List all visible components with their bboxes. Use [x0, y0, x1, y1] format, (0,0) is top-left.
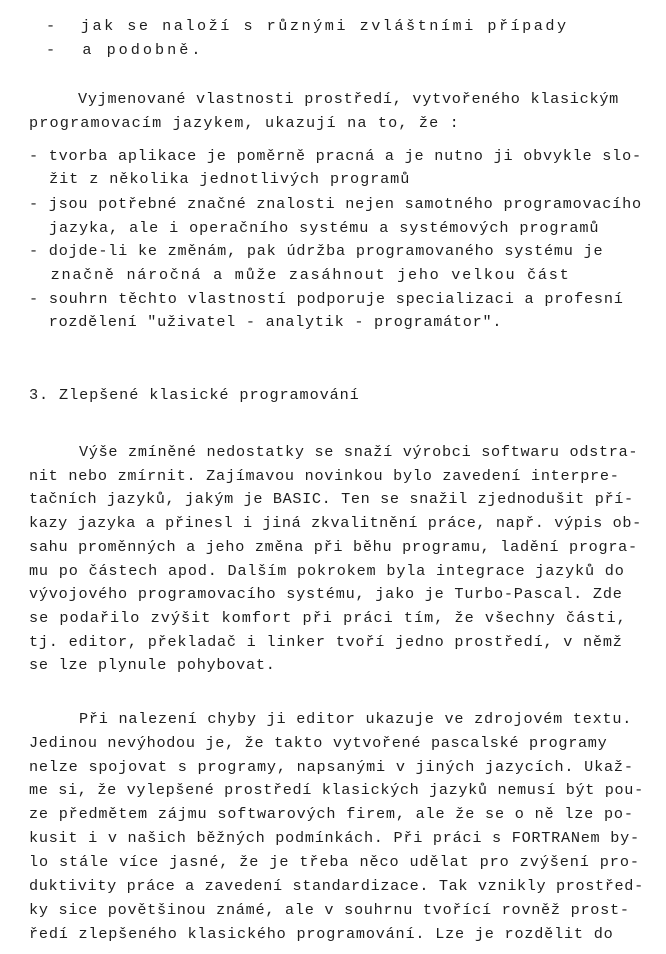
paragraph-line: tačních jazyků, jakým je BASIC. Ten se snažil zjednodušit pří- — [29, 490, 634, 508]
paragraph-line: Jedinou nevýhodou je, že takto vytvořené pascalské programy — [29, 734, 608, 752]
paragraph-line: vývojového programovacího systému, jako je Turbo-Pascal. Zde — [29, 585, 623, 603]
paragraph-line: kusit i v našich běžných podmínkách. Při práci s FORTRANem by- — [29, 829, 640, 847]
paragraph-line: mu po částech apod. Dalším pokrokem byla integrace jazyků do — [29, 562, 625, 580]
bullet-item: rozdělení "uživatel - analytik - programátor". — [29, 313, 503, 331]
paragraph-line: duktivity práce a zavedení standardizace. Tak vznikly prostřed- — [29, 877, 644, 895]
paragraph-line: programovacím jazykem, ukazují na to, že : — [29, 114, 460, 132]
section-heading: 3. Zlepšené klasické programování — [29, 386, 360, 404]
bullet-item: - dojde-li ke změnám, pak údržba programovaného systému je — [29, 242, 604, 260]
list-item: - a podobně. — [46, 41, 204, 59]
paragraph-line: Vyjmenované vlastnosti prostředí, vytvořeného klasickým — [78, 90, 619, 108]
paragraph-line: lo stále více jasné, že je třeba něco udělat pro zvýšení pro- — [29, 853, 640, 871]
paragraph-line: ky sice povětšinou známé, ale v souhrnu tvořící rovněž prost- — [29, 901, 630, 919]
bullet-item: značně náročná a může zasáhnout jeho velkou část — [29, 266, 571, 284]
bullet-item: - jsou potřebné značné znalosti nejen samotného programovacího — [29, 195, 642, 213]
paragraph-line: ze předmětem zájmu softwarových firem, ale že se o ně lze po- — [29, 805, 634, 823]
paragraph-line: sahu proměnných a jeho změna při běhu programu, ladění progra- — [29, 538, 638, 556]
paragraph-line: kazy jazyka a přinesl i jiná zkvalitnění práce, např. výpis ob- — [29, 514, 642, 532]
bullet-item: - souhrn těchto vlastností podporuje specializaci a profesní — [29, 290, 624, 308]
paragraph-line: ředí zlepšeného klasického programování. Lze je rozdělit do — [29, 925, 614, 943]
bullet-item: - tvorba aplikace je poměrně pracná a je nutno ji obvykle slo- — [29, 147, 642, 165]
bullet-item: jazyka, ale i operačního systému a systémových programů — [29, 219, 600, 237]
list-item: - jak se naloží s různými zvláštními případy — [46, 17, 569, 35]
paragraph-line: Při nalezení chyby ji editor ukazuje ve zdrojovém textu. — [79, 710, 633, 728]
paragraph-line: me si, že vylepšené prostředí klasických jazyků nemusí být pou- — [29, 781, 644, 799]
paragraph-line: se podařilo zvýšit komfort při práci tím, že všechny části, — [29, 609, 627, 627]
bullet-item: žit z několika jednotlivých programů — [29, 170, 411, 188]
paragraph-line: se lze plynule pohybovat. — [29, 656, 276, 674]
paragraph-line: tj. editor, překladač i linker tvoří jedno prostředí, v němž — [29, 633, 623, 651]
paragraph-line: Výše zmíněné nedostatky se snaží výrobci softwaru odstra- — [79, 443, 639, 461]
paragraph-line: nit nebo zmírnit. Zajímavou novinkou bylo zavedení interpre- — [29, 467, 620, 485]
paragraph-line: nelze spojovat s programy, napsanými v jiných jazycích. Ukaž- — [29, 758, 634, 776]
